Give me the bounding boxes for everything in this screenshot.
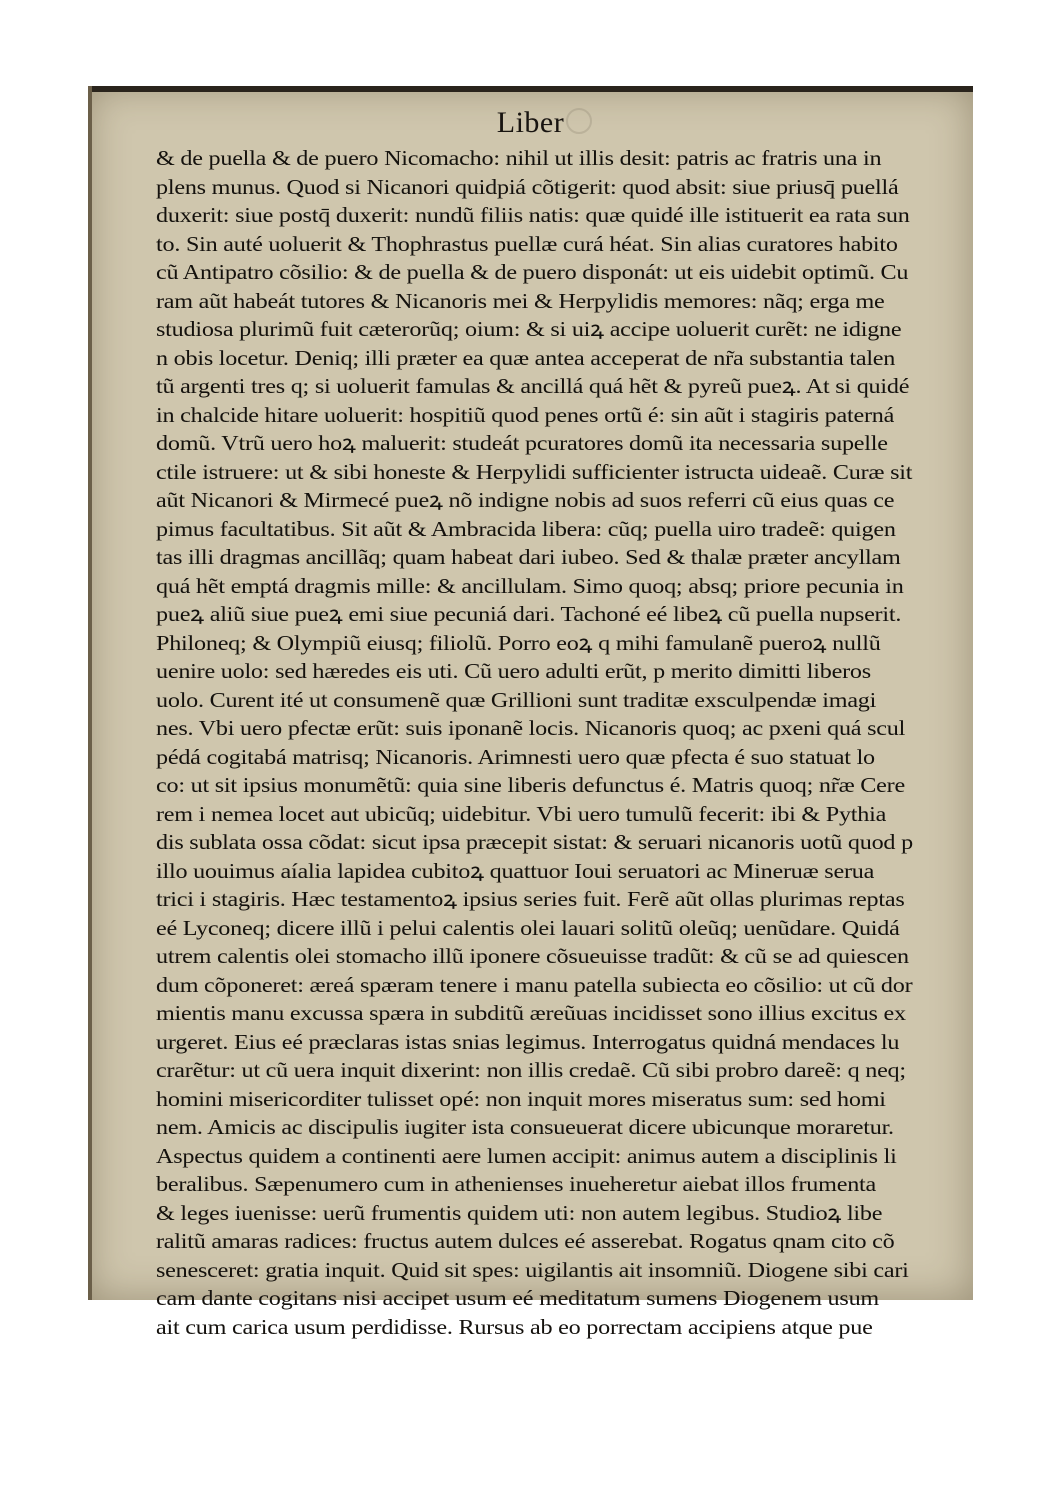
text-line: to. Sin auté uoluerit & Thophrastus puellæ curá héat. Sin alias curatores habito bbox=[156, 231, 898, 256]
text-line: cũ Antipatro cõsilio: & de puella & de puero disponát: ut eis uidebit optimũ. Cu bbox=[156, 260, 909, 284]
text-line: cam dante cogitans nisi accipet usum eé meditatum sumens Diogenem usum bbox=[156, 1286, 879, 1310]
text-line: ram aũt habeát tutores & Nicanoris mei & Herpylidis memores: nãq; erga me bbox=[156, 288, 885, 313]
page-left-edge bbox=[88, 86, 92, 1300]
text-line: urgeret. Eius eé præclaras istas snias legimus. Interrogatus quidná mendaces lu bbox=[156, 1029, 900, 1054]
text-line: & leges iuenisse: uerũ frumentis quidem uti: non autem legibus. Studioꝝ libe bbox=[156, 1200, 883, 1225]
text-line: senesceret: gratia inquit. Quid sit spes: uigilantis ait insomniũ. Diogene sibi cari bbox=[156, 1257, 909, 1282]
text-line: quá hẽt emptá dragmis mille: & ancillulam. Simo quoq; absq; priore pecunia in bbox=[156, 573, 904, 598]
text-line: in chalcide hitare uoluerit: hospitiũ quod penes ortũ é: sin aũt i stagiris paterná bbox=[156, 402, 895, 427]
running-head: Liber bbox=[496, 106, 565, 139]
text-line: Philoneq; & Olympiũ eiusq; filiolũ. Porro eoꝝ q mihi famulanẽ pueroꝝ nullũ bbox=[156, 630, 881, 655]
text-line: & de puella & de puero Nicomacho: nihil ut illis desit: patris ac fratris una in bbox=[156, 146, 882, 170]
text-line: ait cum carica usum perdidisse. Rursus ab eo porrectam accipiens atque pue bbox=[156, 1314, 873, 1339]
text-line: n obis locetur. Deniq; illi præter ea quæ antea acceperat de nr̃a substantia talen bbox=[156, 345, 896, 370]
text-line: Aspectus quidem a continenti aere lumen accipit: animus autem a disciplinis li bbox=[156, 1143, 897, 1168]
text-line: trici i stagiris. Hæc testamentoꝝ ipsius series fuit. Ferẽ aũt ollas plurimas reptas bbox=[156, 887, 905, 911]
text-line: pueꝝ aliũ siue pueꝝ emi siue pecuniá dari. Tachoné eé libeꝝ cũ puella nupserit. bbox=[156, 602, 902, 626]
text-line: uenire uolo: sed hæredes eis uti. Cũ uero adulti erũt, p merito dimitti liberos bbox=[156, 659, 871, 683]
text-line: dum cõponeret: æreá spæram tenere i manu patella subiecta eo cõsilio: ut cũ dor bbox=[156, 972, 913, 997]
text-line: eé Lyconeq; dicere illũ i pelui calentis olei lauari solitũ oleũq; uenũdare. Quidá bbox=[156, 915, 900, 940]
text-line: crarẽtur: ut cũ uera inquit dixerint: non illis credaẽ. Cũ sibi probro dareẽ: q neq; bbox=[156, 1058, 906, 1082]
scanned-page bbox=[88, 86, 973, 1339]
text-line: illo uouimus aíalia lapidea cubitoꝝ quattuor Ioui seruatori ac Mineruæ serua bbox=[156, 858, 875, 883]
page-top-edge bbox=[88, 86, 973, 92]
text-line: aũt Nicanori & Mirmecé pueꝝ nõ indigne nobis ad suos referri cũ eius quas ce bbox=[156, 488, 895, 512]
text-line: dis sublata ossa cõdat: sicut ipsa præcepit sistat: & seruari nicanoris uotũ quod p bbox=[156, 830, 913, 854]
text-line: studiosa plurimũ fuit cæterorũq; oium: & si uiꝝ accipe uoluerit curẽt: ne idigne bbox=[156, 317, 902, 341]
text-line: uolo. Curent ité ut consumenẽ quæ Grillioni sunt traditæ exsculpendæ imagi bbox=[156, 687, 877, 712]
text-line: plens munus. Quod si Nicanori quidpiá cõtigerit: quod absit: siue priusq̄ puellá bbox=[156, 174, 899, 199]
text-line: rem i nemea locet aut ubicũq; uidebitur. Vbi uero tumulũ fecerit: ibi & Pythia bbox=[156, 801, 887, 826]
text-block bbox=[156, 144, 928, 1341]
text-line: domũ. Vtrũ uero hoꝝ maluerit: studeát pcuratores domũ ita necessaria supelle bbox=[156, 431, 888, 455]
text-line: ralitũ amaras radices: fructus autem dulces eé asserebat. Rogatus qnam cito cõ bbox=[156, 1229, 895, 1253]
text-line: utrem calentis olei stomacho illũ iponere cõsueuisse tradũt: & cũ se ad quiescen bbox=[156, 944, 909, 968]
text-line: tũ argenti tres q; si uoluerit famulas & ancillá quá hẽt & pyreũ pueꝝ. At si quidé bbox=[156, 374, 910, 398]
text-line: beralibus. Sæpenumero cum in athenienses inueheretur aiebat illos frumenta bbox=[156, 1172, 877, 1196]
text-line: nes. Vbi uero pfectæ erũt: suis iponanẽ locis. Nicanoris quoq; ac pxeni quá scul bbox=[156, 716, 906, 740]
text-line: nem. Amicis ac discipulis iugiter ista consueuerat dicere ubicunque moraretur. bbox=[156, 1115, 894, 1139]
text-line: pimus facultatibus. Sit aũt & Ambracida libera: cũq; puella uiro tradeẽ: quigen bbox=[156, 516, 896, 541]
text-line: duxerit: siue postq̄ duxerit: nundũ filiis natis: quæ quidé ille istituerit ea rata sun bbox=[156, 203, 910, 227]
text-line: pédá cogitabá matrisq; Nicanoris. Arimnesti uero quæ pfecta é suo statuat lo bbox=[156, 744, 875, 769]
stain-mark bbox=[566, 108, 592, 134]
text-line: co: ut sit ipsius monumẽtũ: quia sine liberis defunctus é. Matris quoq; nr̃æ Cere bbox=[156, 773, 905, 797]
text-line: ctile istruere: ut & sibi honeste & Herpylidi sufficienter istructa uideaẽ. Curæ sit bbox=[156, 459, 913, 484]
text-line: mientis manu excussa spæra in subditũ æreũuas incidisset sono illius excitus ex bbox=[156, 1001, 906, 1025]
text-line: tas illi dragmas ancillãq; quam habeat dari iubeo. Sed & thalæ præter ancyllam bbox=[156, 545, 901, 569]
text-line: homini misericorditer tulisset opé: non inquit mores miseratus sum: sed homi bbox=[156, 1086, 886, 1111]
